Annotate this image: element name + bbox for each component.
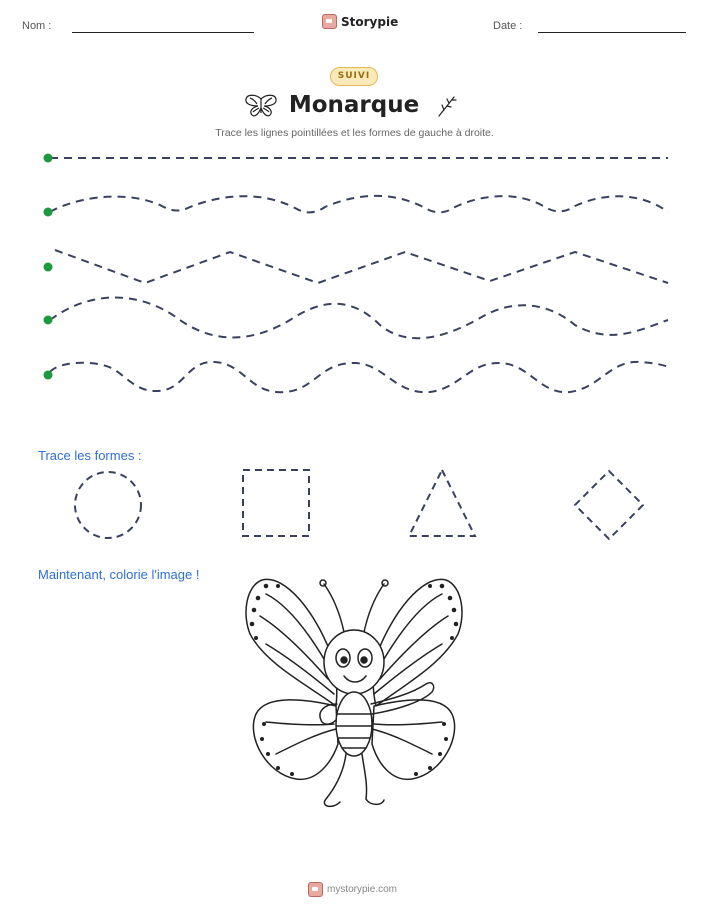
- butterfly-icon: [244, 93, 278, 119]
- storypie-logo-icon: [308, 882, 323, 897]
- name-field[interactable]: [72, 32, 254, 33]
- page-title: Monarque: [288, 92, 420, 118]
- start-dot: [44, 371, 53, 380]
- tracing-line-gentle-wave: [50, 196, 668, 213]
- level-badge: SUIVI: [330, 67, 378, 86]
- branch-icon: [436, 94, 458, 118]
- instructions-text: Trace les lignes pointillées et les formes de gauche à droite.: [215, 127, 494, 139]
- start-dot: [44, 154, 53, 163]
- square-shape: [243, 470, 309, 536]
- start-dot: [44, 208, 53, 217]
- brand-logo: [322, 14, 398, 29]
- start-dot: [44, 316, 53, 325]
- butterfly-coloring-image[interactable]: [236, 574, 472, 820]
- tracing-line-wave: [50, 298, 668, 339]
- tracing-line-deep-wave: [50, 362, 670, 392]
- storypie-logo-icon: [322, 14, 337, 29]
- tracing-line-zigzag: [55, 250, 668, 283]
- date-field[interactable]: [538, 32, 686, 33]
- triangle-shape: [409, 470, 475, 536]
- footer: [308, 882, 397, 897]
- start-dot: [44, 263, 53, 272]
- diamond-shape: [575, 471, 643, 539]
- date-label: Date :: [493, 20, 523, 32]
- tracing-shapes[interactable]: [60, 462, 660, 546]
- tracing-lines[interactable]: [0, 140, 709, 400]
- name-label: Nom :: [22, 20, 52, 32]
- coloring-section-label: Maintenant, colorie l'image !: [38, 567, 200, 582]
- circle-shape: [75, 472, 141, 538]
- footer-url[interactable]: mystorypie.com: [327, 884, 398, 895]
- brand-name: Storypie: [341, 14, 399, 29]
- shapes-section-label: Trace les formes :: [38, 448, 142, 463]
